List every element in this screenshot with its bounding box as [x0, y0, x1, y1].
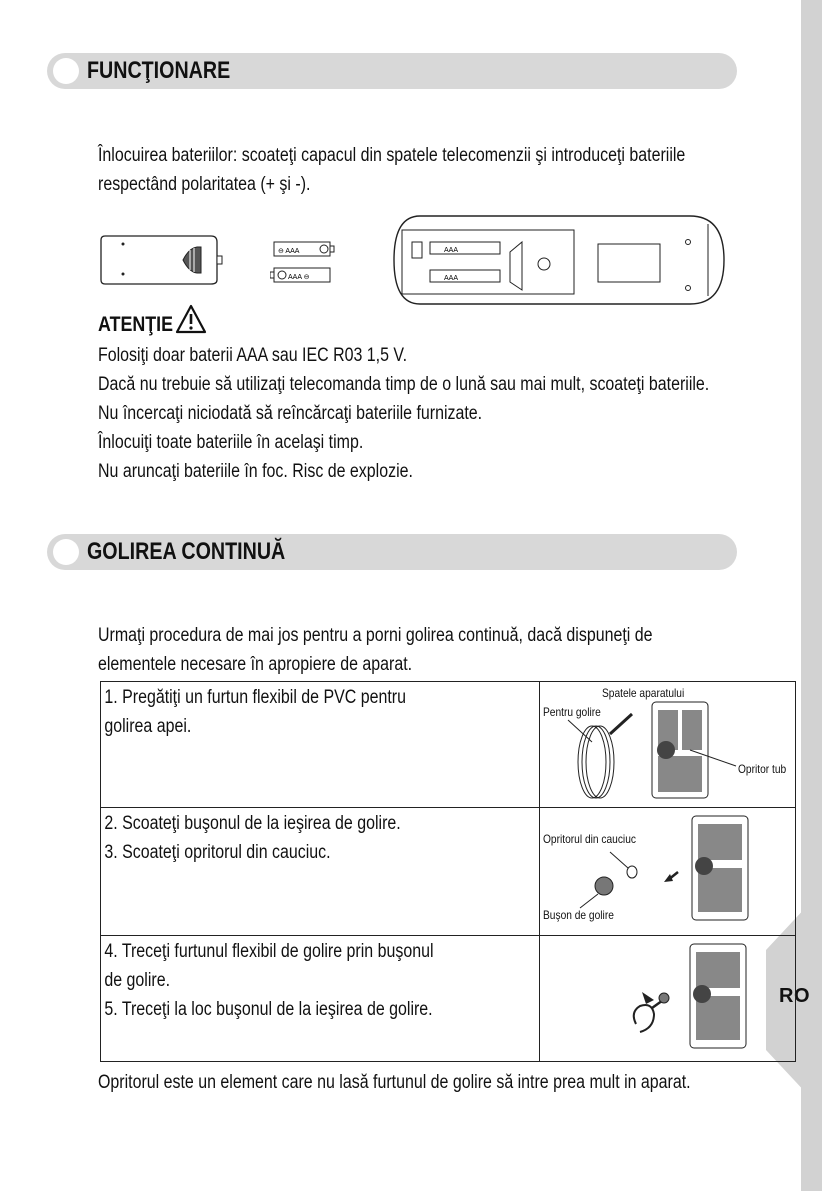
step-row [101, 935, 796, 1061]
attention-line-3: Nu încercaţi niciodată să reîncărcaţi bateriile furnizate. [98, 403, 483, 424]
step-line: de golire. [104, 969, 171, 991]
step-line: 4. Treceţi furtunul flexibil de golire prin buşonul [104, 940, 434, 962]
section-title: GOLIREA CONTINUĂ [87, 538, 286, 565]
step-line: golirea apei. [104, 716, 192, 737]
step-line: 2. Scoateţi buşonul de la ieşirea de golire. [104, 813, 401, 835]
step-row [101, 808, 796, 935]
label-back: Spatele aparatului [602, 686, 685, 700]
svg-text:AAA: AAA [444, 247, 459, 254]
step-row [101, 682, 796, 808]
step2-figure [540, 808, 795, 933]
step-line: 5. Treceţi la loc buşonul de la ieşirea de golire. [104, 998, 433, 1020]
warning-icon [174, 303, 208, 335]
section-title: FUNCŢIONARE [87, 57, 231, 84]
aaa-batteries-illustration [270, 238, 336, 288]
svg-text:AAA: AAA [444, 275, 459, 282]
step-line: 1. Pregătiţi un furtun flexibil de PVC pentru [104, 687, 406, 708]
remote-back-illustration [390, 212, 730, 308]
svg-text:⊖ AAA: ⊖ AAA [278, 248, 300, 255]
label-drain-plug: Buşon de golire [543, 908, 614, 923]
battery-cover-illustration [97, 230, 225, 290]
language-label: RO [779, 985, 810, 1007]
svg-text:AAA ⊖: AAA ⊖ [288, 274, 310, 281]
section-header-functionare [47, 53, 737, 89]
steps-table [100, 681, 796, 1062]
step3-figure [540, 936, 795, 1060]
drain-intro-line1: Urmaţi procedura de mai jos pentru a porni golirea continuă, dacă dispuneţi de [98, 625, 653, 646]
attention-title: ATENŢIE [98, 313, 174, 336]
attention-line-4: Înlocuiţi toate bateriile în acelaşi timp. [98, 432, 364, 453]
battery-instruction-line2: respectând polaritatea (+ şi -). [98, 174, 311, 195]
drain-intro-line2: elementele necesare în apropiere de aparat. [98, 654, 413, 675]
battery-instruction-line1: Înlocuirea bateriilor: scoateţi capacul din spatele telecomenzii şi introduceţi bateriile [98, 145, 686, 166]
step-line: 3. Scoateţi opritorul din cauciuc. [104, 842, 331, 864]
section-header-golirea-continua [47, 534, 737, 570]
step1-figure [540, 682, 795, 806]
label-stopper: Opritor tub [738, 762, 787, 776]
attention-line-5: Nu aruncaţi bateriile în foc. Risc de explozie. [98, 461, 413, 482]
attention-line-1: Folosiţi doar baterii AAA sau IEC R03 1,5 V. [98, 345, 408, 366]
attention-line-2: Dacă nu trebuie să utilizaţi telecomanda timp de o lună sau mai mult, scoateţi bateriile. [98, 374, 710, 395]
label-drain: Pentru golire [543, 705, 601, 719]
footer-note: Opritorul este un element care nu lasă furtunul de golire să intre prea mult in aparat. [98, 1072, 691, 1093]
label-rubber-stopper: Opritorul din cauciuc [543, 832, 636, 847]
